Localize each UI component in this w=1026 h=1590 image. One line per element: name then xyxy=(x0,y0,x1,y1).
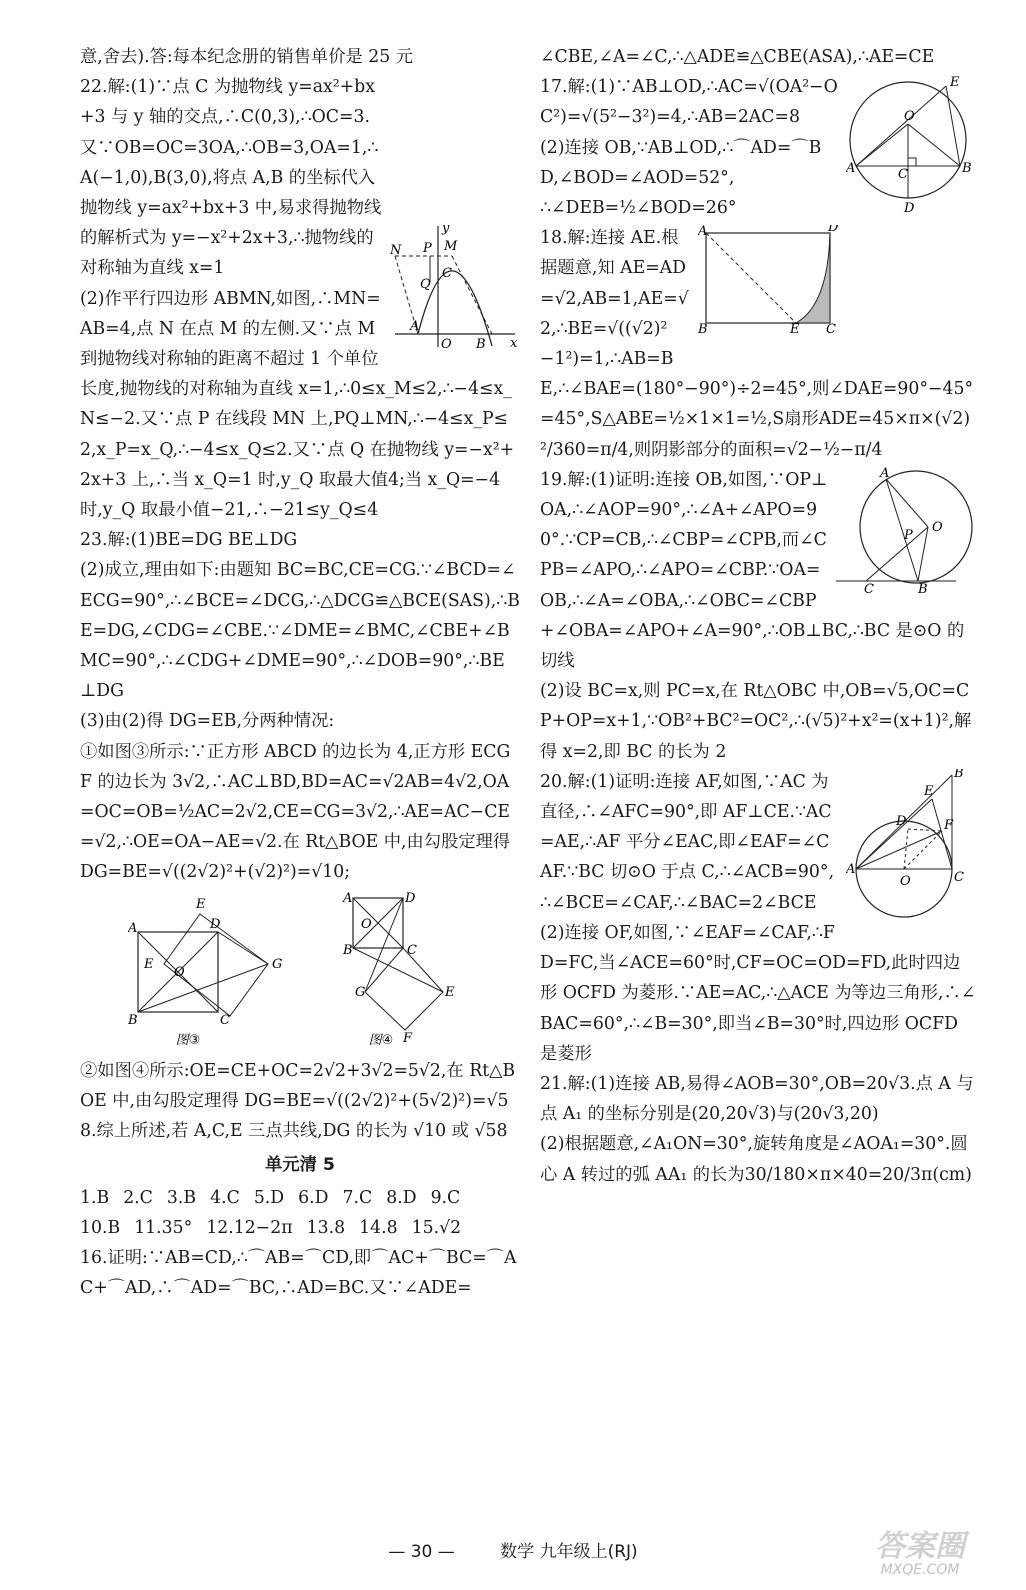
svg-text:C: C xyxy=(219,1012,230,1028)
svg-text:O: O xyxy=(173,964,185,980)
svg-text:x: x xyxy=(510,336,518,352)
figure-4-diagram xyxy=(333,892,473,1052)
circle-diagram-20 xyxy=(846,769,976,919)
svg-text:C: C xyxy=(406,942,417,958)
paragraph: 19.解:(1)证明:连接 OB,如图,∵OP⊥OA,∴∠AOP=90°,∴∠A+∠APO=90°.∵CP=CB,∴∠CBP=∠CPB,而∠CPB=∠APO,∴∠APO=∠CBP.∵OA=OB,∴∠A=∠OBA,∴∠OBC=∠CBP+∠OBA=∠APO+∠A=90°,∴OB⊥BC,∴BC 是⊙O 的切线 xyxy=(540,469,965,672)
svg-text:F: F xyxy=(402,1030,412,1046)
circle-figure-17 xyxy=(846,74,976,224)
page-number-dash: — xyxy=(388,1542,411,1562)
svg-text:C: C xyxy=(954,869,964,885)
svg-text:G: G xyxy=(354,984,365,1000)
svg-text:B: B xyxy=(698,322,708,336)
answer-item: 15.√2 xyxy=(411,1217,462,1238)
footer-grade: 九年级上(RJ) xyxy=(539,1542,638,1562)
svg-text:y: y xyxy=(442,222,450,237)
svg-text:C: C xyxy=(898,167,908,183)
paragraph: 22.解:(1)∵点 C 为抛物线 y=ax²+bx+3 与 y 轴的交点,∴C(0,3),∴OC=3.又∵OB=OC=3OA,∴OB=3,OA=1,∴A(−1,0),B(3,0),将点 A,B 的坐标代入抛物线 y=ax²+bx+3 中,易求得抛物线的解析式为 y=−x²+2x+3,∴抛物线的对称轴为直线 x=1 xyxy=(80,77,382,279)
answer-item: 8.D xyxy=(386,1187,417,1208)
watermark-site: MXQE.COM xyxy=(880,1562,960,1576)
paragraph: ∴∠DEB=½∠BOD=26° xyxy=(540,198,737,219)
figure-3-diagram xyxy=(128,892,313,1052)
paragraph: (3)由(2)得 DG=EB,分两种情况: xyxy=(80,711,335,732)
paragraph: (2)成立,理由如下:由题知 BC=BC,CE=CG.∵∠BCD=∠ECG=90°,∴∠BCE=∠DCG,∴△DCG≌△BCE(SAS),∴BE=DG,∠CDG=∠CBE.∵∠DME=∠BMC,∠CBE+∠BMC=90°,∴∠CDG+∠DME=90°,∴∠DOB=90°,∴BE⊥DG xyxy=(80,560,520,702)
circle-figure-19 xyxy=(836,467,976,607)
figure-4-caption: 图④ xyxy=(368,1032,393,1048)
svg-text:A: A xyxy=(342,891,352,906)
rectangle-figure-18 xyxy=(698,225,838,345)
svg-text:D: D xyxy=(896,813,907,829)
figure-3-caption: 图③ xyxy=(175,1032,200,1048)
svg-text:M: M xyxy=(444,239,458,255)
answer-item: 13.8 xyxy=(306,1217,346,1238)
right-column xyxy=(540,42,976,1190)
paragraph: (2)作平行四边形 ABMN,如图,∴MN=AB=4,点 N 在点 M 的左侧.又∵点 M 到抛物线对称轴的距离不超过 1 个单位长度,抛物线的对称轴为直线 x=1,∴0≤x_M≤2,∴−4≤x_N≤−2.又∵点 P 在线段 MN 上,PQ⊥MN,∴−4≤x_P≤2,x_P=x_Q,∴−4≤x_Q≤2.又∵点 Q 在抛物线 y=−x²+2x+3 上,∴当 x_Q=1 时,y_Q 取最大值4;当 x_Q=−4 时,y_Q 取最小值−21,∴−21≤y_Q≤4 xyxy=(80,288,515,521)
left-column xyxy=(80,42,520,1303)
answer-item: 6.D xyxy=(298,1187,329,1208)
answer-item: 7.C xyxy=(342,1187,373,1208)
answer-item: 9.C xyxy=(430,1187,461,1208)
circle-diagram-17 xyxy=(846,74,976,214)
page-number: 30 xyxy=(410,1542,433,1562)
svg-text:C: C xyxy=(442,266,452,282)
svg-text:B: B xyxy=(918,581,928,597)
svg-text:C: C xyxy=(826,322,836,336)
paragraph: 16.证明:∵AB=CD,∴⌒AB=⌒CD,即⌒AC+⌒BC=⌒AC+⌒AD,∴⌒AD=⌒BC,∴AD=BC.又∵∠ADE= xyxy=(80,1247,517,1299)
svg-text:B: B xyxy=(962,161,972,177)
paragraph: ∠CBE,∠A=∠C,∴△ADE≌△CBE(ASA),∴AE=CE xyxy=(540,47,935,67)
svg-text:E: E xyxy=(143,956,153,972)
svg-text:A: A xyxy=(127,920,137,936)
paragraph: 20.解:(1)证明:连接 AF,如图,∵AC 为直径,∴∠AFC=90°,即 AF⊥CE.∵AC=AE,∴AF 平分∠EAC,即∠EAF=∠CAF.∵BC 切⊙O 于点 C,∴∠ACB=90°,∴∠BCE=∠CAF,∴∠BAC=2∠BCE xyxy=(540,771,835,913)
answer-item: 1.B xyxy=(80,1187,110,1208)
svg-text:D: D xyxy=(828,225,838,236)
parabola-figure xyxy=(390,222,520,362)
svg-text:E: E xyxy=(195,896,205,912)
paragraph: 21.解:(1)连接 AB,易得∠AOB=30°,OB=20√3.点 A 与点 A₁ 的坐标分别是(20,20√3)与(20√3,20) xyxy=(540,1073,974,1125)
svg-text:O: O xyxy=(932,519,943,535)
answer-item: 10.B xyxy=(80,1217,121,1238)
parabola-diagram xyxy=(390,222,520,352)
paragraph: ①如图③所示:∵正方形 ABCD 的边长为 4,正方形 ECGF 的边长为 3√2,∴AC⊥BD,BD=AC=√2AB=4√2,OA=OC=OB=½AC=2√2,CE=CG=3√2,∴AE=AC−CE=√2,∴OE=OA−AE=√2.在 Rt△BOE 中,由勾股定理得 DG=BE=√((2√2)²+(√2)²)=√10; xyxy=(80,741,511,883)
svg-text:D: D xyxy=(209,916,220,932)
paragraph: 17.解:(1)∵AB⊥OD,∴AC=√(OA²−OC²)=√(5²−3²)=4,∴AB=2AC=8 xyxy=(540,77,838,128)
circle-diagram-19 xyxy=(836,467,976,597)
svg-text:G: G xyxy=(271,956,282,972)
paragraph: (2)连接 OB,∵AB⊥OD,∴⌒AD=⌒BD,∠BOD=∠AOD=52°, xyxy=(540,137,822,188)
svg-text:A: A xyxy=(698,225,708,240)
square-figures xyxy=(80,892,520,1052)
svg-text:E: E xyxy=(790,322,800,336)
svg-text:A: A xyxy=(410,319,420,335)
paragraph: ②如图④所示:OE=CE+OC=2√2+3√2=5√2,在 Rt△BOE 中,由勾股定理得 DG=BE=√((2√2)²+(5√2)²)=√58.综上所述,若 A,C,E 三点共线,DG 的长为 √10 或 √58 xyxy=(80,1060,516,1142)
paragraph: (2)根据题意,∠A₁ON=30°,旋转角度是∠AOA₁=30°.圆心 A 转过的弧 AA₁ 的长为30/180×π×40=20/3π(cm) xyxy=(540,1134,972,1185)
paragraph: 意,舍去).答:每本纪念册的销售单价是 25 元 xyxy=(80,47,414,67)
answer-item: 14.8 xyxy=(359,1217,398,1238)
svg-text:F: F xyxy=(944,817,954,833)
answer-row-2 xyxy=(80,1213,520,1243)
paragraph: (2)连接 OF,如图,∵∠EAF=∠CAF,∴FD=FC,当∠ACE=60°时,CF=OC=OD=FD,此时四边形 OCFD 为菱形.∵AE=AC,∴△ACE 为等边三角形,∴∠BAC=60°,∴∠B=30°,即当∠B=30°时,四边形 OCFD 是菱形 xyxy=(540,922,976,1064)
svg-text:O: O xyxy=(360,916,372,932)
section-title: 单元清 5 xyxy=(265,1155,335,1176)
svg-text:B: B xyxy=(342,942,353,958)
svg-text:O: O xyxy=(900,873,911,889)
watermark-text: 答案圈 xyxy=(875,1529,965,1564)
svg-text:A: A xyxy=(846,861,856,877)
answer-row-1 xyxy=(80,1183,520,1213)
answer-item: 5.D xyxy=(253,1187,285,1208)
svg-text:P: P xyxy=(904,527,913,543)
svg-text:D: D xyxy=(904,201,915,215)
rectangle-diagram-18 xyxy=(698,225,838,335)
paragraph: 23.解:(1)BE=DG BE⊥DG xyxy=(80,530,298,551)
answer-item: 2.C xyxy=(123,1187,153,1208)
svg-text:O: O xyxy=(904,109,915,125)
svg-text:A: A xyxy=(846,161,856,177)
svg-text:B: B xyxy=(954,768,964,781)
svg-text:E: E xyxy=(444,984,454,1000)
svg-text:O: O xyxy=(441,337,452,353)
svg-text:Q: Q xyxy=(420,277,431,293)
svg-text:B: B xyxy=(476,337,486,353)
answer-item: 3.B xyxy=(166,1187,197,1208)
paragraph: 18.解:连接 AE.根据题意,知 AE=AD=√2,AB=1,AE=√2,∴BE=√((√2)²−1²)=1,∴AB=BE,∴∠BAE=(180°−90°)÷2=45°,则∠DAE=90°−45°=45°,S△ABE=½×1×1=½,S扇形ADE=45×π×(√2)²/360=π/4,则阴影部分的面积=√2−½−π/4 xyxy=(540,228,974,460)
svg-text:N: N xyxy=(390,243,402,259)
svg-text:P: P xyxy=(423,241,432,257)
svg-text:C: C xyxy=(864,581,874,597)
svg-text:E: E xyxy=(950,75,960,91)
circle-figure-20 xyxy=(846,769,976,929)
footer-subject: 数学 xyxy=(500,1542,535,1562)
watermark-logo xyxy=(832,1528,1008,1576)
svg-text:A: A xyxy=(880,466,890,481)
answer-item: 4.C xyxy=(210,1187,240,1208)
svg-text:E: E xyxy=(924,783,934,799)
answer-item: 11.35° xyxy=(134,1217,193,1238)
paragraph: (2)设 BC=x,则 PC=x,在 Rt△OBC 中,OB=√5,OC=CP+OP=x+1,∵OB²+BC²=OC²,∴(√5)²+x²=(x+1)²,解得 x=2,即 BC 的长为 2 xyxy=(540,681,972,762)
svg-text:D: D xyxy=(404,891,415,906)
svg-text:B: B xyxy=(127,1012,138,1028)
answer-item: 12.12−2π xyxy=(206,1217,293,1238)
page-number-dash: — xyxy=(432,1542,455,1562)
